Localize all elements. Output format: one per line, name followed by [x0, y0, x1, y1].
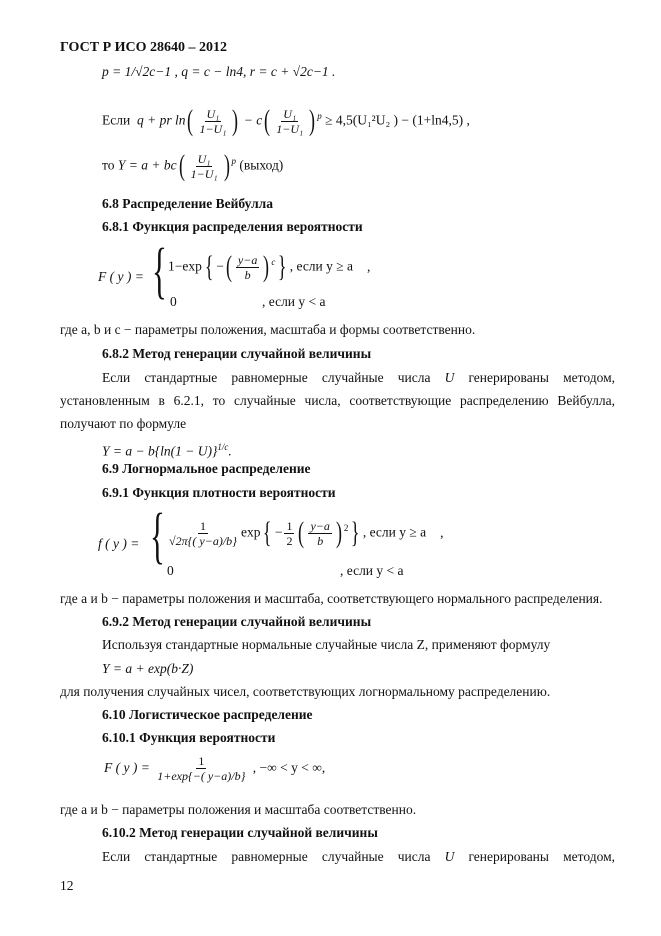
numerator: U₁ [206, 106, 220, 121]
exponent: p [231, 156, 237, 166]
section-6-9: 6.9 Логнормальное распределение [102, 461, 311, 476]
paragraph: где a, b и c − параметры положения, масштаба и формы соответственно. [60, 322, 476, 337]
paragraph-justified [102, 849, 615, 865]
lhs: f ( y ) = [98, 536, 140, 551]
text: , если y < a [262, 294, 326, 309]
word: числа, [304, 393, 341, 408]
numerator: U₁ [197, 151, 211, 166]
formula-logistic-cdf [104, 752, 325, 784]
word: то [212, 393, 226, 408]
numerator: y−a [310, 518, 330, 533]
section-6-8: 6.8 Распределение Вейбулла [102, 196, 273, 211]
denominator: 1−U₁ [190, 166, 218, 181]
word: 6.2.1, [173, 393, 205, 408]
word: Если [102, 849, 131, 864]
paragraph: Используя стандартные нормальные случайные числа Z, применяют формулу [102, 637, 551, 652]
word: равномерные [231, 370, 308, 385]
comma: , [367, 258, 371, 274]
exponent: p [317, 111, 322, 121]
word: соответствующие [349, 393, 452, 408]
word: случайные [234, 393, 296, 408]
paragraph-justified [60, 393, 615, 409]
text: ≥ 4,5(U₁²U₂ ) − (1+ln4,5) , [325, 112, 470, 128]
word: в [158, 393, 165, 408]
word: методом, [563, 370, 615, 385]
formula-condition: Если q + pr ln( $\frac{\text{U₁}}{\text{1−U₁}}$ ) − c( $\frac{\text{U₁}}{\text{1−U₁}}$ ) $^p$ ≥ 4,5(U₁²U₂ ) − (1+ln4,5) , [102, 104, 470, 138]
numerator: 1 [199, 518, 206, 533]
text: Y = a + bc [117, 157, 177, 173]
text: , если y ≥ a [289, 258, 354, 274]
text: 1−exp [168, 258, 202, 274]
text: exp [240, 524, 261, 540]
lhs: F ( y ) = [104, 760, 150, 775]
word: стандартные [144, 370, 218, 385]
text: (выход) [239, 157, 284, 173]
word: Если [102, 370, 131, 385]
text: 0 [167, 563, 174, 578]
text: то [102, 157, 115, 173]
formula-lognormal-gen: Y = a + exp(b·Z) [102, 661, 194, 676]
formula-output: то Y = a + bc( $\frac{\text{U₁}}{\text{1−U₁}}$ ) $^p$ (выход) [102, 149, 284, 183]
denominator: 2 [286, 533, 293, 548]
denominator: b [317, 533, 324, 548]
section-6-9-1: 6.9.1 Функция плотности вероятности [102, 485, 336, 500]
paragraph: где a и b − параметры положения и масштаба, соответствующего нормального распределения. [60, 591, 603, 606]
numerator: y−a [237, 252, 258, 267]
word: числа [397, 849, 431, 864]
brace: { [152, 237, 167, 305]
text: − [216, 258, 224, 274]
numerator: U₁ [283, 106, 297, 121]
page-number: 12 [60, 878, 74, 893]
text: , если y ≥ a [362, 524, 427, 540]
paragraph: получают по формуле [60, 416, 187, 431]
text: , если y < a [340, 563, 404, 578]
word: генерированы [468, 370, 549, 385]
section-6-10-2: 6.10.2 Метод генерации случайной величины [102, 825, 378, 840]
text: 0 [170, 294, 177, 309]
section-6-8-1: 6.8.1 Функция распределения вероятности [102, 219, 363, 234]
word: Вейбулла, [557, 393, 615, 408]
paragraph: где a и b − параметры положения и масштаба соответственно. [60, 802, 417, 817]
denominator: 1−U₁ [199, 121, 227, 136]
word: числа [397, 370, 431, 385]
lhs: F ( y ) = [98, 269, 144, 284]
text: q + pr ln [136, 112, 186, 128]
document-header: ГОСТ Р ИСО 28640 – 2012 [60, 40, 228, 55]
denominator: 1−U₁ [276, 121, 304, 136]
word: случайные [321, 849, 384, 864]
denominator: √2π{( y−a)/b} [169, 533, 237, 548]
text: Y = a − b{ln(1 − U)} [102, 443, 218, 459]
word: U [444, 370, 455, 385]
word: равномерные [231, 849, 308, 864]
text: Если [102, 112, 131, 128]
text: − c [243, 112, 263, 128]
paragraph: для получения случайных чисел, соответствующих логнормальному распределению. [60, 684, 551, 699]
section-6-8-2: 6.8.2 Метод генерации случайной величины [102, 346, 372, 361]
numerator: 1 [286, 518, 293, 533]
exponent: c [271, 257, 276, 267]
word: случайные [321, 370, 384, 385]
word: распределению [459, 393, 549, 408]
section-6-9-2: 6.9.2 Метод генерации случайной величины [102, 614, 372, 629]
case-1: 1−exp{ −( $\frac{y-a}{b}$ ) $^c$} , если y ≥ a , [168, 250, 371, 284]
denominator: b [244, 267, 251, 282]
exponent: 1/c [217, 442, 229, 452]
denominator: 1+exp{−( y−a)/b} [157, 769, 246, 784]
case-1: $\frac{1}{√2\pi\{( y-a)/b\}}$ exp{ − $\frac{1}{2}$ ( $\frac{y-a}{b}$ ) $^2$} , если y ≥ a , [169, 516, 444, 550]
exponent: 2 [343, 523, 349, 533]
word: U [444, 849, 455, 864]
word: установленным [60, 393, 150, 408]
word: методом, [563, 849, 615, 864]
section-6-10: 6.10 Логистическое распределение [102, 707, 313, 722]
formula-weibull-gen: $Y = a - b\{\ln(1 - U)\}^{1/c}$. [102, 442, 232, 459]
paragraph-justified [102, 370, 615, 386]
section-6-10-1: 6.10.1 Функция вероятности [102, 730, 276, 745]
formula-pqr: p = 1/√2c−1 , q = c − ln4, r = c + √2c−1 . [102, 64, 336, 79]
text: , −∞ < y < ∞, [252, 760, 326, 775]
word: стандартные [144, 849, 218, 864]
comma: , [440, 524, 444, 540]
word: генерированы [468, 849, 549, 864]
brace: { [150, 502, 165, 570]
numerator: 1 [198, 754, 205, 769]
